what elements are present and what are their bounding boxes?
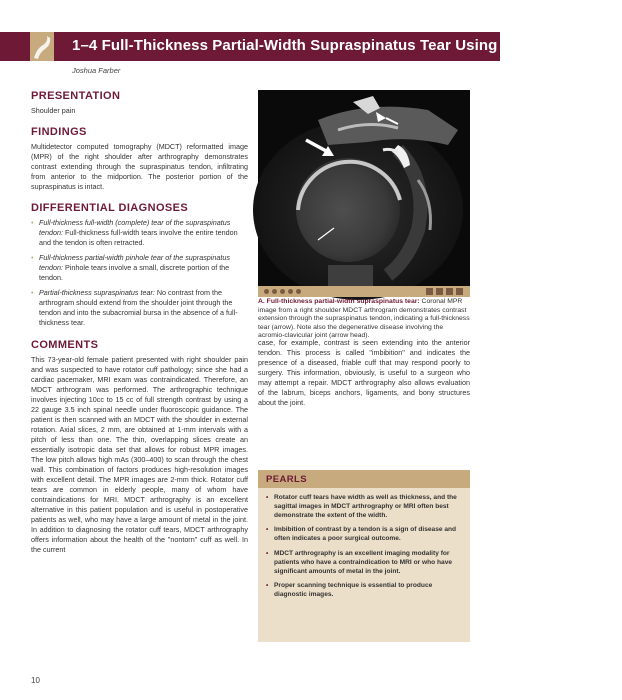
presentation-text: Shoulder pain — [31, 106, 76, 115]
differential-item: • Partial-thickness supraspinatus tear: No contrast from the arthrogram should extend from the shoulder joint through the tendon and into the subacromial bursa in the absence of a full-thickness tear. — [31, 288, 238, 327]
pearls-list — [266, 494, 464, 606]
shoulder-logo-icon — [30, 32, 54, 61]
findings-heading: FINDINGS — [31, 126, 87, 138]
figure-caption: A. Full-thickness partial-width supraspinatus tear: Coronal MPR image from a right shoulder MDCT arthrogram demonstrates contrast extension through the supraspinatus tendon, indicating a full-thickness tear (arrow). Note also the degenerative disease involving the acromio-clavicular joint (arrow head). — [258, 298, 470, 340]
differential-item: • Full-thickness full-width (complete) tear of the supraspinatus tendon: Full-thickness full-width tears involve the entire tendon and the tendon is often retracted. — [31, 218, 238, 247]
differential-heading: DIFFERENTIAL DIAGNOSES — [31, 202, 189, 214]
comments-heading: COMMENTS — [31, 339, 99, 351]
pearls-box — [258, 470, 470, 642]
figure-dot-strip — [258, 286, 470, 297]
pearl-item: • Imbibition of contrast by a tendon is a sign of disease and often indicates a poor surgical outcome. — [266, 526, 457, 543]
case-title: 1–4 Full-Thickness Partial-Width Supraspinatus Tear Using Multidetector CT — [72, 37, 622, 54]
differential-list — [31, 218, 248, 328]
comments-text: This 73-year-old female patient presented with right shoulder pain and was suspected to have rotator cuff pathology; since she had a cardiac pacemaker, MRI exam was contraindicated. Therefore, an MDCT arthrogram was performed. The arthrographic technique involves injecting 10cc to 15 cc of full strength contrast by using a 22 gauge 3.5 inch spinal needle under fluoroscopic guidance. The patient is then scanned with an MDCT with the shoulder in external rotation. Axial slices, 2 mm, are obtained at 1-mm intervals with a pitch of less than one. The thin, overlapping slices create an essentially isotropic data set that allows for robust MPR images. The low pitch allows high mAs (300–400) to scan through the chest wall. This combination of factors produces high-resolution images with excellent detail. The MPR images are 2-mm thick. Rotator cuff tears are common in elderly people, many of whom have contraindications for MRI. MDCT arthrography is an excellent alternative in this patient population and is useful in postoperative patients as well, who may have a large amount of metal in the joint. In addition to diagnosing the rotator cuff tears, MDCT arthrography offers information about the health of the "nontorn" cuff as well. In the current — [31, 355, 248, 554]
ct-shoulder-image — [258, 90, 470, 286]
differential-item: • Full-thickness partial-width pinhole tear of the supraspinatus tendon: Pinhole tears involve a small, discrete portion of the tendon. — [31, 253, 230, 282]
pearl-item: • Proper scanning technique is essential to produce diagnostic images. — [266, 582, 433, 599]
author-name: Joshua Farber — [72, 66, 121, 75]
pearls-heading: PEARLS — [266, 474, 307, 485]
findings-text: Multidetector computed tomography (MDCT) reformatted image (MPR) of the right shoulder after arthrography demonstrates contrast extending through the supraspinatus tendon, infiltrating from anterior to the midportion. The posterior portion of the supraspinatus is intact. — [31, 142, 248, 191]
pearl-item: • MDCT arthrography is an excellent imaging modality for patients who have a contraindication to MRI or who have significant amounts of metal in the joint. — [266, 549, 453, 575]
left-column — [31, 90, 248, 555]
comments-continuation: case, for example, contrast is seen extending into the anterior tendon. This process is called "imbibition" and indicates the presence of a diseased, friable cuff that may respond poorly to surgery. This information, obviously, is useful to a surgeon who may attempt a repair. MDCT arthrography also allows evaluation of the labrum, biceps anchors, ligaments, and bony structures about the joint. — [258, 338, 470, 407]
pearl-item: • Rotator cuff tears have width as well as thickness, and the sagittal images in MDCT arthrography or MRI often best demonstrate the extent of the width. — [266, 494, 457, 519]
right-column-text — [258, 338, 470, 408]
presentation-heading: PRESENTATION — [31, 90, 121, 102]
pearls-header — [258, 470, 470, 488]
page-number: 10 — [31, 676, 40, 685]
